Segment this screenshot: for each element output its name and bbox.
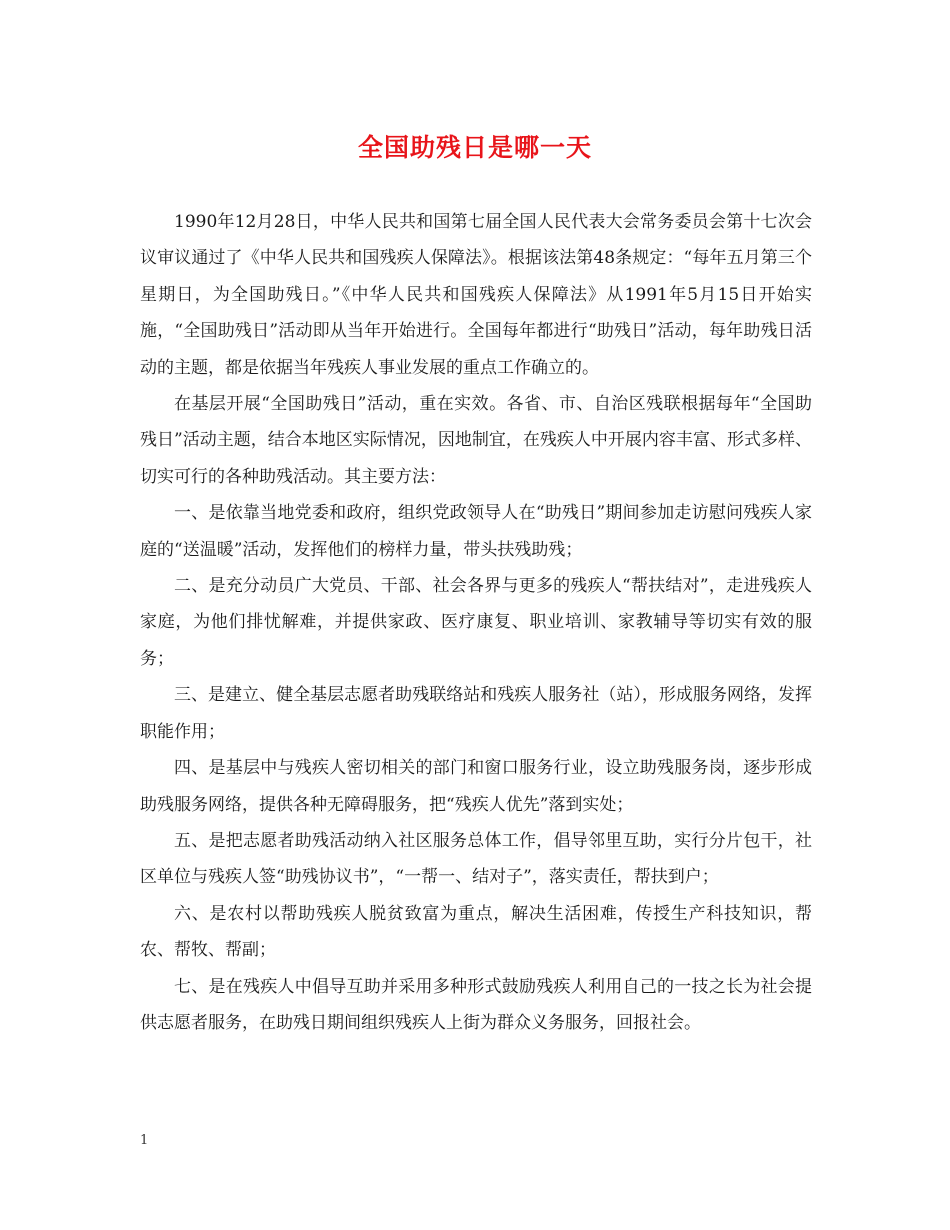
paragraph-method-1: 一、是依靠当地党委和政府，组织党政领导人在“助残日”期间参加走访慰问残疾人家庭的“送温暖”活动，发挥他们的榜样力量，带头扶残助残； bbox=[140, 503, 812, 560]
paragraph-intro: 1990年12月28日，中华人民共和国第七届全国人民代表大会常务委员会第十七次会议审议通过了《中华人民共和国残疾人保障法》。根据该法第48条规定：“每年五月第三个星期日，为全国助残日。”《中华人民共和国残疾人保障法》从1991年5月15日开始实施，“全国助残日”活动即从当年开始进行。全国每年都进行“助残日”活动，每年助残日活动的主题，都是依据当年残疾人事业发展的重点工作确立的。 bbox=[140, 212, 812, 378]
paragraph-method-5: 五、是把志愿者助残活动纳入社区服务总体工作，倡导邻里互助，实行分片包干，社区单位与残疾人签“助残协议书”，“一帮一、结对子”，落实责任，帮扶到户； bbox=[140, 830, 812, 888]
paragraph-method-4: 四、是基层中与残疾人密切相关的部门和窗口服务行业，设立助残服务岗，逐步形成助残服务网络，提供各种无障碍服务，把“残疾人优先”落到实处； bbox=[140, 758, 812, 815]
paragraph-method-2: 二、是充分动员广大党员、干部、社会各界与更多的残疾人“帮扶结对”，走进残疾人家庭，为他们排忧解难，并提供家政、医疗康复、职业培训、家教辅导等切实有效的服务； bbox=[140, 576, 812, 669]
page-number: 1 bbox=[140, 1133, 149, 1148]
paragraph-method-3: 三、是建立、健全基层志愿者助残联络站和残疾人服务社（站），形成服务网络，发挥职能作用； bbox=[140, 685, 812, 742]
document-body bbox=[140, 204, 812, 1041]
paragraph-methods-intro: 在基层开展“全国助残日”活动，重在实效。各省、市、自治区残联根据每年“全国助残日”活动主题，结合本地区实际情况，因地制宜，在残疾人中开展内容丰富、形式多样、切实可行的各种助残活动。其主要方法： bbox=[140, 394, 812, 487]
paragraph-method-6: 六、是农村以帮助残疾人脱贫致富为重点，解决生活困难，传授生产科技知识，帮农、帮牧、帮副； bbox=[140, 903, 812, 961]
paragraph-method-7: 七、是在残疾人中倡导互助并采用多种形式鼓励残疾人利用自己的一技之长为社会提供志愿者服务，在助残日期间组织残疾人上街为群众义务服务，回报社会。 bbox=[140, 976, 812, 1033]
document-title: 全国助残日是哪一天 bbox=[357, 133, 592, 162]
